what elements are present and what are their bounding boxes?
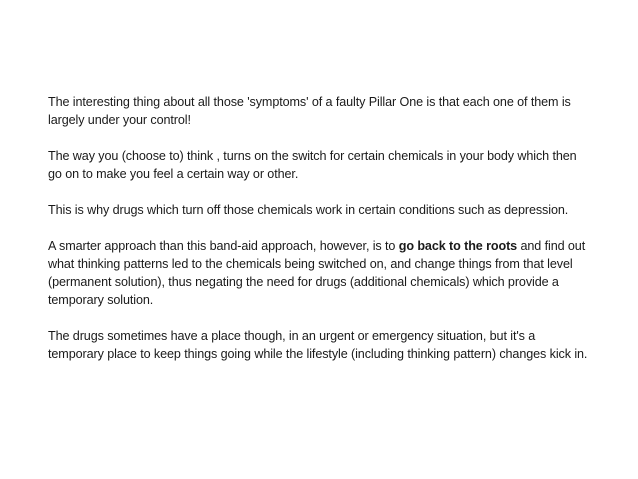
paragraph-4-lead: A smarter approach than this band-aid approach, however, is to <box>48 239 399 253</box>
paragraph-5: The drugs sometimes have a place though, in an urgent or emergency situation, but it's a temporary place to keep things going while the lifestyle (including thinking pattern) changes kick in. <box>48 329 588 361</box>
paragraph-3: This is why drugs which turn off those chemicals work in certain conditions such as depression. <box>48 203 569 217</box>
paragraph-2: The way you (choose to) think , turns on the switch for certain chemicals in your body which then go on to make you feel a certain way or other. <box>48 149 577 181</box>
paragraph-1: The interesting thing about all those 'symptoms' of a faulty Pillar One is that each one of them is largely under your control! <box>48 95 571 127</box>
emphasis-go-back-to-the-roots: go back to the roots <box>398 239 518 253</box>
slide-body-text <box>48 93 593 363</box>
paragraph-4 <box>48 237 593 309</box>
paragraph-4-rest: and find out what thinking patterns led to the chemicals being switched on, and change things from that level (permanent solution), thus negating the need for drugs (additional chemicals) which provide a temporary solution. <box>48 239 586 307</box>
